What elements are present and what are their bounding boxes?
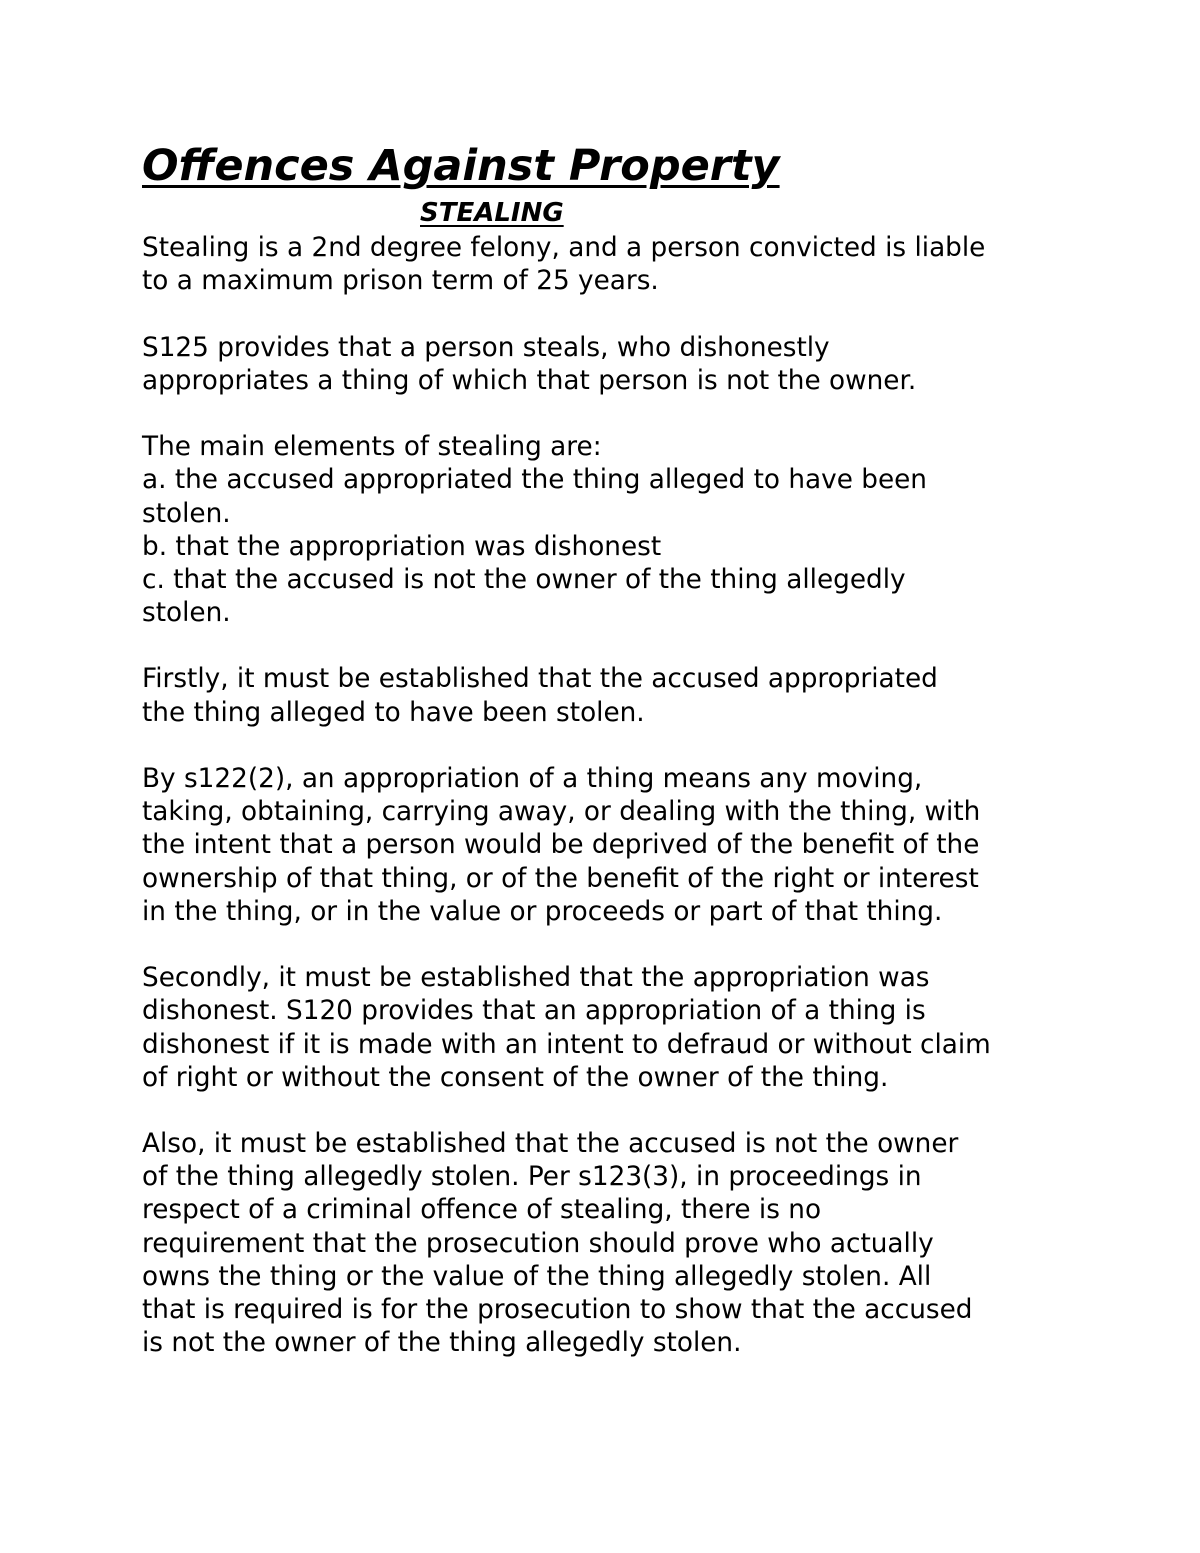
text-line: Stealing is a 2nd degree felony, and a person convicted is liable (142, 233, 986, 263)
text-line: the intent that a person would be deprived of the benefit of the (142, 830, 980, 861)
document-content (142, 138, 1082, 1360)
text-line: of the thing allegedly stolen. Per s123(3), in proceedings in (142, 1162, 922, 1193)
list-item-c: c. that the accused is not the owner of the thing allegedly (142, 564, 906, 595)
document-title: Offences Against Property (142, 141, 780, 191)
text-line: taking, obtaining, carrying away, or dealing with the thing, with (142, 797, 981, 828)
text-line: respect of a criminal offence of stealing, there is no (142, 1195, 822, 1226)
paragraph-gap (142, 298, 1082, 331)
text-line: dishonest. S120 provides that an appropriation of a thing is (142, 996, 926, 1027)
paragraph-main-elements (142, 431, 1082, 630)
text-line: By s122(2), an appropriation of a thing means any moving, (142, 764, 923, 794)
text-line: Firstly, it must be established that the accused appropriated (142, 664, 938, 695)
paragraph-gap (142, 929, 1082, 962)
text-line: that is required is for the prosecution to show that the accused (142, 1295, 973, 1325)
paragraph-s122 (142, 763, 1082, 929)
paragraph-gap (142, 1095, 1082, 1128)
text-line: in the thing, or in the value or proceeds or part of that thing. (142, 896, 943, 927)
document-body (142, 232, 1082, 1360)
paragraph-also (142, 1128, 1082, 1360)
paragraph-gap (142, 730, 1082, 763)
text-line: owns the thing or the value of the thing allegedly stolen. All (142, 1261, 932, 1292)
paragraph-felony-definition (142, 232, 1082, 298)
text-line: Also, it must be established that the accused is not the owner (142, 1129, 959, 1160)
text-line: The main elements of stealing are: (142, 432, 602, 463)
text-line: the thing alleged to have been stolen. (142, 697, 645, 728)
list-item-b: b. that the appropriation was dishonest (142, 531, 662, 562)
paragraph-gap (142, 398, 1082, 431)
paragraph-gap (142, 630, 1082, 663)
text-line: S125 provides that a person steals, who dishonestly (142, 332, 830, 363)
paragraph-firstly (142, 663, 1082, 729)
text-line: ownership of that thing, or of the benefit of the right or interest (142, 863, 979, 894)
text-line: is not the owner of the thing allegedly stolen. (142, 1328, 742, 1359)
list-item-a: a. the accused appropriated the thing alleged to have been (142, 465, 927, 496)
text-line: dishonest if it is made with an intent to defraud or without claim (142, 1029, 991, 1060)
text-line: Secondly, it must be established that the appropriation was (142, 963, 930, 994)
section-heading-stealing: STEALING (420, 198, 564, 228)
text-line: of right or without the consent of the owner of the thing. (142, 1062, 889, 1093)
text-line: to a maximum prison term of 25 years. (142, 266, 659, 297)
list-item-a-continued: stolen. (142, 498, 231, 529)
paragraph-secondly (142, 962, 1082, 1095)
paragraph-s125 (142, 332, 1082, 398)
text-line: requirement that the prosecution should prove who actually (142, 1228, 934, 1259)
text-line: appropriates a thing of which that person is not the owner. (142, 365, 917, 396)
list-item-c-continued: stolen. (142, 598, 231, 629)
